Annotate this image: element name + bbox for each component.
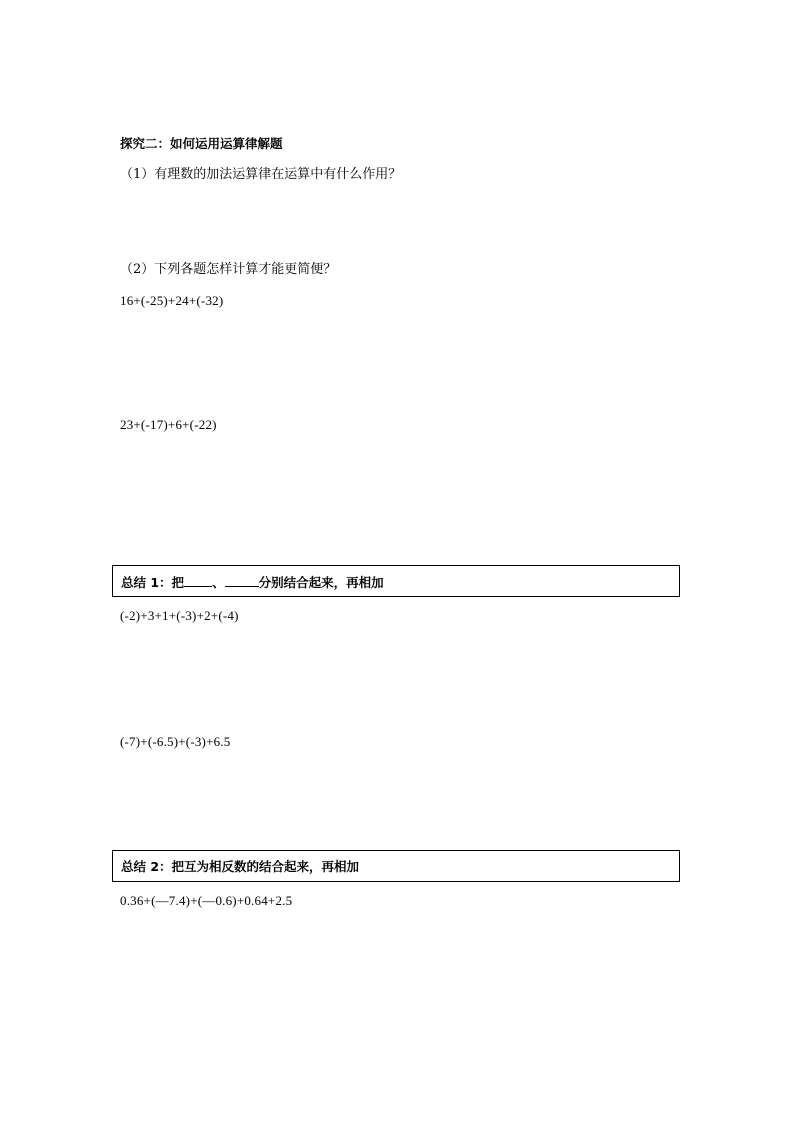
summary-1-box [112, 565, 680, 597]
summary-1-blank-1[interactable] [184, 574, 212, 587]
summary-2-text: 总结 2：把互为相反数的结合起来，再相加 [121, 859, 360, 874]
expression-3: (-2)+3+1+(-3)+2+(-4) [120, 608, 239, 623]
summary-1-prefix: 总结 1：把 [121, 575, 185, 590]
expression-2: 23+(-17)+6+(-22) [120, 417, 217, 432]
summary-1-suffix: 分别结合起来，再相加 [258, 575, 384, 590]
summary-1-text [121, 574, 384, 591]
expression-1: 16+(-25)+24+(-32) [120, 293, 224, 308]
summary-1-separator: 、 [212, 575, 225, 590]
section-title: 探究二：如何运用运算律解题 [120, 136, 283, 151]
question-2: （2）下列各题怎样计算才能更简便？ [120, 262, 337, 277]
expression-4: (-7)+(-6.5)+(-3)+6.5 [120, 734, 231, 749]
summary-2-box [112, 850, 680, 882]
expression-5: 0.36+(—7.4)+(—0.6)+0.64+2.5 [120, 893, 293, 908]
question-1: （1）有理数的加法运算律在运算中有什么作用？ [120, 167, 402, 182]
summary-1-blank-2[interactable] [225, 574, 259, 587]
